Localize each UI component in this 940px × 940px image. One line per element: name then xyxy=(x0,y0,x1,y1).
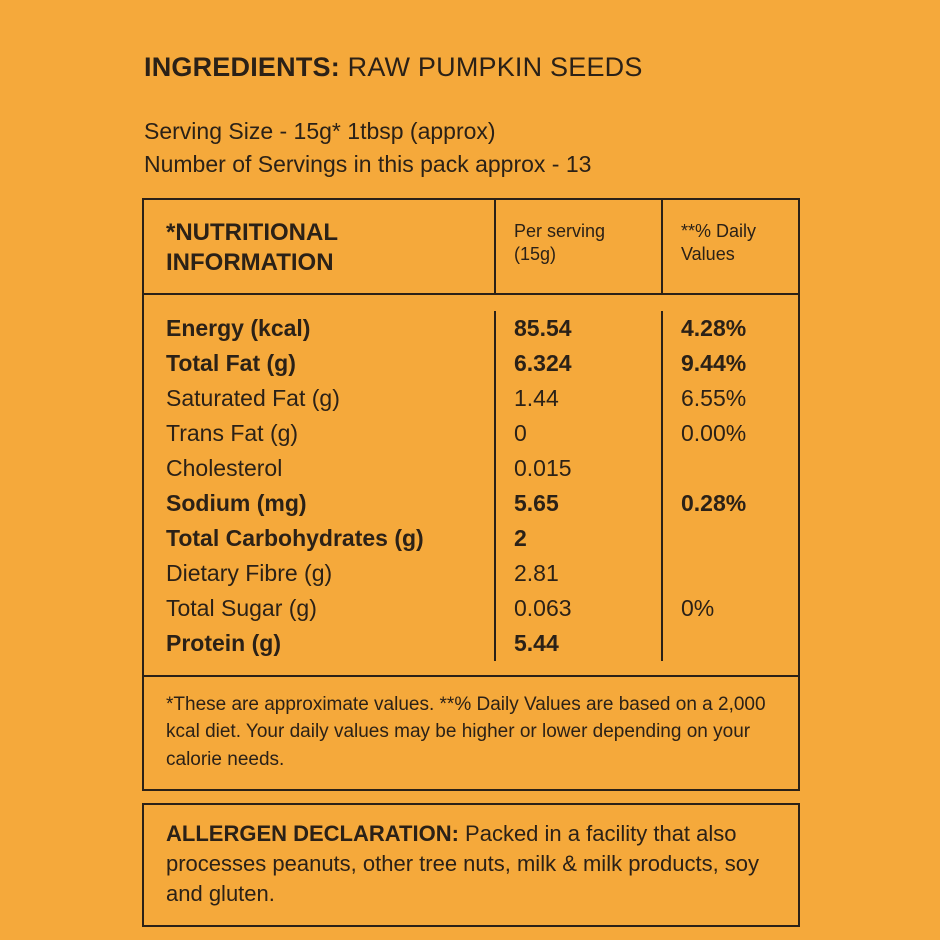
serving-info xyxy=(144,115,800,180)
cell-daily-value xyxy=(681,451,798,486)
table-row: Sodium (mg) xyxy=(166,489,307,516)
cell-daily-value xyxy=(681,521,798,556)
cell-per-serving: 5.65 xyxy=(514,489,559,516)
header-per-serving: Per serving (15g) xyxy=(514,221,606,264)
table-row: Dietary Fibre (g) xyxy=(166,559,333,586)
cell-daily-value xyxy=(681,556,798,591)
footnote: *These are approximate values. **% Daily Values are based on a 2,000 kcal diet. Your daily values may be higher or lower depending on your calorie needs. xyxy=(142,677,800,792)
table-row: Total Carbohydrates (g) xyxy=(166,524,424,551)
ingredients-value: RAW PUMPKIN SEEDS xyxy=(339,52,643,82)
cell-per-serving: 1.44 xyxy=(514,384,559,411)
column-nutrient-names xyxy=(144,311,496,661)
allergen-label: ALLERGEN DECLARATION: xyxy=(166,821,459,847)
allergen-text: Packed in a facility that also processes peanuts, other tree nuts, milk & milk products, soy and gluten. xyxy=(166,821,760,907)
header-cell-per-serving xyxy=(496,200,663,293)
header-cell-daily-values xyxy=(663,200,798,293)
allergen-declaration xyxy=(142,803,800,927)
header-title: *NUTRITIONAL INFORMATION xyxy=(166,219,338,276)
table-body xyxy=(144,295,798,675)
cell-per-serving: 0.015 xyxy=(514,454,572,481)
cell-per-serving: 0 xyxy=(514,419,527,446)
column-daily-values xyxy=(663,311,798,661)
cell-daily-value: 4.28% xyxy=(681,314,747,341)
cell-per-serving: 0.063 xyxy=(514,594,572,621)
servings-per-pack: Number of Servings in this pack approx - 13 xyxy=(144,150,592,177)
cell-per-serving: 85.54 xyxy=(514,314,572,341)
cell-daily-value: 0.00% xyxy=(681,419,747,446)
cell-daily-value: 0% xyxy=(681,594,715,621)
cell-per-serving: 6.324 xyxy=(514,349,572,376)
table-row: Total Fat (g) xyxy=(166,349,296,376)
nutrition-table xyxy=(142,198,800,677)
table-row: Saturated Fat (g) xyxy=(166,384,340,411)
cell-per-serving: 5.44 xyxy=(514,629,559,656)
table-row: Protein (g) xyxy=(166,629,281,656)
cell-daily-value xyxy=(681,626,798,661)
ingredients-label: INGREDIENTS: xyxy=(144,52,340,82)
cell-daily-value: 9.44% xyxy=(681,349,747,376)
cell-daily-value: 0.28% xyxy=(681,489,747,516)
table-row: Total Sugar (g) xyxy=(166,594,317,621)
cell-per-serving: 2.81 xyxy=(514,559,559,586)
cell-per-serving: 2 xyxy=(514,524,527,551)
table-row: Trans Fat (g) xyxy=(166,419,299,446)
header-cell-nutrient xyxy=(144,200,496,293)
column-per-serving xyxy=(496,311,663,661)
cell-daily-value: 6.55% xyxy=(681,384,747,411)
header-daily-values: **% Daily Values xyxy=(681,221,757,264)
ingredients-line xyxy=(144,52,800,83)
table-header-row xyxy=(144,200,798,295)
table-row: Cholesterol xyxy=(166,454,283,481)
table-row: Energy (kcal) xyxy=(166,314,311,341)
serving-size: Serving Size - 15g* 1tbsp (approx) xyxy=(144,118,496,144)
